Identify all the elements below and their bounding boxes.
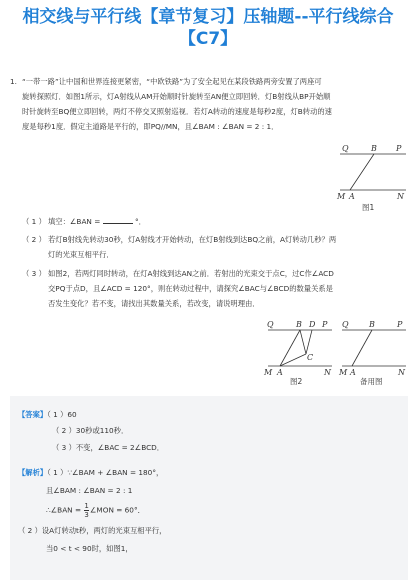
analysis-line-2: 且∠BAM : ∠BAN = 2 : 1 (46, 486, 133, 495)
subquestion-3 (22, 266, 406, 311)
subquestion-text: 否发生变化？若不变，请找出其数量关系，若改变，请说明理由． (48, 299, 260, 308)
answer-text: （ 1 ）60 (47, 410, 77, 419)
segment-ac (280, 354, 306, 366)
page-title (8, 6, 408, 50)
figure-spare (338, 316, 410, 388)
stem-line: “一带一路”让中国和世界连接更紧密，“中欧铁路”为了安全起见在某段铁路两旁安置了两座可 (22, 77, 322, 86)
analysis-line-3 (46, 502, 145, 519)
segment-ab (352, 330, 372, 366)
stem-line: 度是每秒1度．假定主道路是平行的，即PQ//MN，且∠BAM : ∠BAN = 2 : 1． (22, 122, 279, 131)
label-a: A (350, 368, 356, 377)
figure-2 (262, 316, 336, 388)
figure-spare-caption: 备用图 (360, 377, 383, 386)
subquestion-text: °． (134, 217, 146, 226)
title-line-1: 相交线与平行线【章节复习】压轴题--平行线综合 (22, 7, 394, 27)
subquestion-text: 灯的光束互相平行． (48, 250, 114, 259)
label-a: A (349, 192, 355, 201)
fraction-denominator: 3 (84, 511, 89, 519)
label-b: B (369, 320, 375, 329)
figure-1 (330, 140, 410, 212)
figure-2-caption: 图2 (290, 377, 303, 386)
label-c: C (307, 353, 314, 362)
subquestion-text: 填空：∠BAN = (48, 217, 103, 226)
analysis-text: ∴∠BAN = (46, 505, 84, 515)
problem-number: 1. (10, 77, 17, 86)
label-m: M (337, 192, 346, 201)
analysis-line-5: 当0 < t < 90时，如图1， (46, 544, 133, 553)
ray-ab (350, 154, 374, 190)
label-d: D (309, 320, 316, 329)
label-q: Q (267, 320, 274, 329)
answer-blank (103, 215, 133, 224)
label-n: N (397, 192, 404, 201)
label-p: P (397, 320, 403, 329)
analysis-text: ∠MON = 60°． (89, 505, 145, 515)
analysis-tag: 【解析】 (18, 468, 48, 477)
label-n: N (324, 368, 331, 377)
figure-1-caption: 图1 (362, 203, 375, 212)
segment-ab (280, 330, 300, 366)
fraction-numerator: 1 (84, 502, 89, 510)
answer-line-3: （ 3 ）不变，∠BAC = 2∠BCD． (52, 443, 165, 452)
label-m: M (264, 368, 273, 377)
answer-line-1 (18, 408, 77, 422)
label-q: Q (342, 320, 349, 329)
analysis-line-1 (18, 466, 163, 480)
label-p: P (396, 144, 402, 153)
answer-line-2: （ 2 ）30秒或110秒． (52, 426, 129, 435)
segment-cd (306, 330, 312, 354)
answer-tag: 【答案】 (18, 410, 48, 419)
analysis-line-4: （ 2 ）设A灯转动t秒，两灯的光束互相平行， (18, 526, 167, 535)
label-p: P (322, 320, 328, 329)
label-n: N (398, 368, 405, 377)
subquestion-number: （ 2 ） (22, 235, 46, 244)
label-b: B (371, 144, 377, 153)
fraction (84, 502, 88, 519)
stem-line: 旋转探照灯．如图1所示，灯A射线从AM开始顺时针旋转至AN便立即回转．灯B射线从BP开始顺 (22, 92, 331, 101)
subquestion-number: （ 1 ） (22, 217, 46, 226)
subquestion-text: 若灯B射线先转动30秒，灯A射线才开始转动，在灯B射线到达BQ之前，A灯转动几秒？两 (48, 235, 337, 244)
label-q: Q (342, 144, 349, 153)
problem-stem (10, 74, 406, 134)
answer-panel (10, 396, 408, 580)
label-m: M (339, 368, 348, 377)
label-b: B (296, 320, 302, 329)
subquestion-2 (22, 232, 406, 262)
segment-bc (300, 330, 306, 354)
analysis-text: （ 1 ）∵∠BAM + ∠BAN = 180°， (47, 468, 164, 477)
subquestion-number: （ 3 ） (22, 269, 46, 278)
subquestion-text: 如图2，若两灯同时转动，在灯A射线到达AN之前．若射出的光束交于点C，过C作∠ACD (48, 269, 334, 278)
label-a: A (277, 368, 283, 377)
title-line-2: 【C7】 (178, 29, 238, 49)
subquestion-1 (22, 214, 406, 229)
stem-line: 时针旋转至BQ便立即回转，两灯不停交叉照射巡视．若灯A转动的速度是每秒2度，灯B转动的速 (22, 107, 332, 116)
subquestion-text: 交PQ于点D，且∠ACD = 120°，则在转动过程中，请探究∠BAC与∠BCD的数量关系是 (48, 284, 333, 293)
